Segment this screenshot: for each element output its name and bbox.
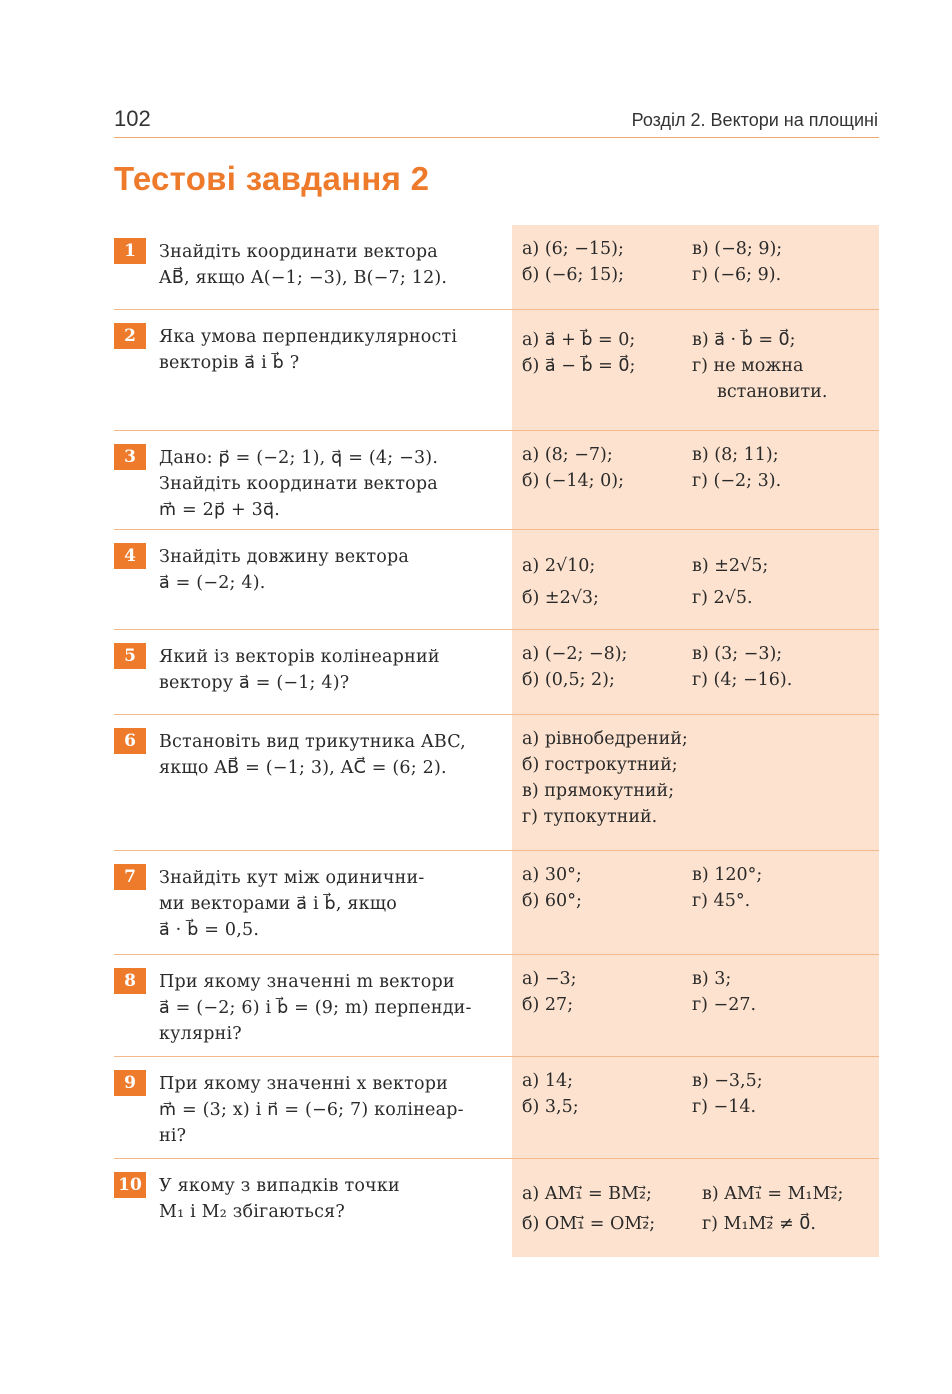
question-number: 2 (114, 323, 146, 349)
question-row (114, 851, 879, 955)
question-line: a⃗ = (−2; 6) і b⃗ = (9; m) перпенди- (159, 998, 472, 1018)
question-row (114, 530, 879, 630)
question-cell (114, 530, 512, 629)
question-cell (114, 1057, 512, 1158)
question-line: Встановіть вид трикутника ABC, (159, 732, 466, 752)
question-line: m⃗ = (3; x) і n⃗ = (−6; 7) колінеар- (159, 1100, 464, 1120)
answer-option[interactable]: б) (0,5; 2); (522, 670, 615, 690)
answers-cell (512, 1057, 879, 1158)
question-number: 4 (114, 543, 146, 569)
question-line: Яка умова перпендикулярності (159, 327, 458, 347)
answer-option[interactable]: г) −27. (692, 995, 757, 1015)
question-cell (114, 630, 512, 714)
question-row (114, 630, 879, 715)
answer-option[interactable]: б) 27; (522, 995, 574, 1015)
answer-option[interactable]: а) (−2; −8); (522, 644, 628, 664)
question-line: m⃗ = 2p⃗ + 3q⃗. (159, 500, 281, 520)
answer-option[interactable]: г) −14. (692, 1097, 757, 1117)
answer-option[interactable]: в) ±2√5; (692, 556, 769, 576)
answer-option[interactable]: б) 3,5; (522, 1097, 579, 1117)
question-line: Знайдіть кут між одинични- (159, 868, 425, 888)
answer-option[interactable]: в) (8; 11); (692, 445, 779, 465)
question-line: При якому значенні x вектори (159, 1074, 448, 1094)
question-row (114, 431, 879, 530)
answers-cell (512, 715, 879, 850)
answers-cell (512, 431, 879, 529)
question-line: M₁ і M₂ збігаються? (159, 1202, 345, 1222)
answer-option-continued: встановити. (717, 382, 828, 402)
answer-option[interactable]: б) гострокутний; (522, 755, 678, 775)
question-number: 9 (114, 1070, 146, 1096)
answer-option[interactable]: в) 120°; (692, 865, 763, 885)
answer-option[interactable]: а) −3; (522, 969, 577, 989)
answer-option[interactable]: а) (6; −15); (522, 239, 624, 259)
answer-option[interactable]: а) a⃗ + b⃗ = 0; (522, 330, 636, 350)
answers-cell (512, 955, 879, 1056)
answer-option[interactable]: а) 2√10; (522, 556, 596, 576)
answer-option[interactable]: г) (4; −16). (692, 670, 793, 690)
answer-option[interactable]: а) 30°; (522, 865, 582, 885)
answer-option[interactable]: в) −3,5; (692, 1071, 763, 1091)
question-line: вектору a⃗ = (−1; 4)? (159, 673, 350, 693)
question-line: Дано: p⃗ = (−2; 1), q⃗ = (4; −3). (159, 448, 439, 468)
answer-option[interactable]: в) (3; −3); (692, 644, 783, 664)
question-line: Знайдіть координати вектора (159, 474, 438, 494)
answer-option[interactable]: а) рівнобедрений; (522, 729, 688, 749)
question-row (114, 310, 879, 431)
answers-cell (512, 1159, 879, 1257)
question-number: 1 (114, 238, 146, 264)
question-line: a⃗ = (−2; 4). (159, 573, 266, 593)
answers-cell (512, 530, 879, 629)
answer-option[interactable]: а) AM₁⃗ = BM₂⃗; (522, 1184, 652, 1204)
question-line: ми векторами a⃗ і b⃗, якщо (159, 894, 397, 914)
question-row (114, 225, 879, 310)
question-row (114, 1159, 879, 1257)
answer-option[interactable]: б) ±2√3; (522, 588, 599, 608)
question-number: 8 (114, 968, 146, 994)
answer-option[interactable]: в) (−8; 9); (692, 239, 783, 259)
answers-cell (512, 851, 879, 954)
answer-option[interactable]: б) OM₁⃗ = OM₂⃗; (522, 1214, 656, 1234)
question-line: векторів a⃗ і b⃗ ? (159, 353, 300, 373)
question-number: 3 (114, 444, 146, 470)
answer-option[interactable]: г) M₁M₂⃗ ≠ 0⃗. (702, 1214, 816, 1234)
question-cell (114, 715, 512, 850)
answer-option[interactable]: г) (−2; 3). (692, 471, 782, 491)
answer-option[interactable]: б) (−14; 0); (522, 471, 625, 491)
question-number: 10 (114, 1172, 146, 1198)
question-line: якщо AB⃗ = (−1; 3), AC⃗ = (6; 2). (159, 758, 447, 778)
question-line: При якому значенні m вектори (159, 972, 455, 992)
answer-option[interactable]: г) 45°. (692, 891, 751, 911)
question-line: Знайдіть координати вектора (159, 242, 438, 262)
question-cell (114, 851, 512, 954)
header-rule (114, 137, 879, 138)
question-row (114, 1057, 879, 1159)
answer-option[interactable]: г) не можна (692, 356, 804, 376)
answer-option[interactable]: г) тупокутний. (522, 807, 658, 827)
question-cell (114, 955, 512, 1056)
question-number: 7 (114, 864, 146, 890)
question-cell (114, 1159, 512, 1257)
answer-option[interactable]: а) 14; (522, 1071, 573, 1091)
question-number: 5 (114, 643, 146, 669)
answers-cell (512, 310, 879, 430)
question-line: Який із векторів колінеарний (159, 647, 440, 667)
answer-option[interactable]: б) a⃗ − b⃗ = 0⃗; (522, 356, 636, 376)
question-line: У якому з випадків точки (159, 1176, 400, 1196)
question-line: Знайдіть довжину вектора (159, 547, 410, 567)
question-line: ні? (159, 1126, 187, 1146)
question-line: a⃗ · b⃗ = 0,5. (159, 920, 260, 940)
chapter-title: Розділ 2. Вектори на площині (631, 110, 878, 130)
answer-option[interactable]: в) прямокутний; (522, 781, 675, 801)
question-line: кулярні? (159, 1024, 242, 1044)
answers-cell (512, 225, 879, 309)
answer-option[interactable]: г) 2√5. (692, 588, 753, 608)
section-title: Тестові завдання 2 (114, 160, 430, 197)
test-table (114, 225, 879, 1257)
question-row (114, 715, 879, 851)
question-cell (114, 310, 512, 430)
answer-option[interactable]: в) a⃗ · b⃗ = 0⃗; (692, 330, 796, 350)
answer-option[interactable]: в) AM₁⃗ = M₁M₂⃗; (702, 1184, 844, 1204)
answer-option[interactable]: б) (−6; 15); (522, 265, 625, 285)
question-row (114, 955, 879, 1057)
question-line: AB⃗, якщо A(−1; −3), B(−7; 12). (159, 268, 448, 288)
answer-option[interactable]: в) 3; (692, 969, 732, 989)
question-number: 6 (114, 728, 146, 754)
question-cell (114, 431, 512, 529)
answer-option[interactable]: а) (8; −7); (522, 445, 613, 465)
answer-option[interactable]: б) 60°; (522, 891, 582, 911)
answers-cell (512, 630, 879, 714)
question-cell (114, 225, 512, 309)
page-number: 102 (114, 106, 151, 131)
answer-option[interactable]: г) (−6; 9). (692, 265, 782, 285)
answer-option-spacer (522, 379, 692, 405)
